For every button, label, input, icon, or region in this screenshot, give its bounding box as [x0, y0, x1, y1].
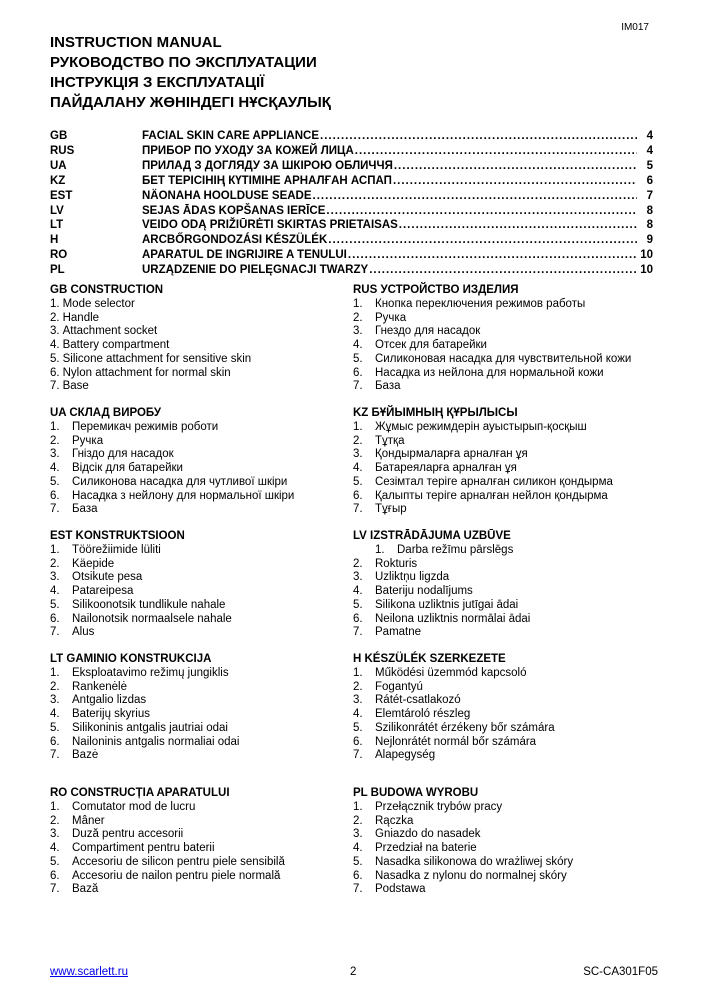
- item-number: 7.: [50, 883, 60, 896]
- list-item: [353, 503, 653, 517]
- item-number: 5.: [353, 721, 363, 734]
- section-heading: LT GAMINIO KONSTRUKCIJA: [50, 653, 212, 665]
- toc-row[interactable]: [50, 129, 653, 144]
- toc-leader-dots: [394, 159, 637, 174]
- item-text: Darba režīmu pārslēgs: [397, 544, 514, 556]
- toc-leader-dots: [348, 248, 637, 263]
- item-text: Patareipesa: [72, 585, 134, 598]
- list-item: [50, 681, 350, 695]
- list-item: [353, 448, 653, 462]
- item-number: 3.: [50, 828, 60, 841]
- toc-title: ARCBŐRGONDOZÁSI KÉSZÜLÉK: [142, 234, 328, 247]
- page-number: 2: [350, 966, 357, 978]
- item-number: 5.: [50, 598, 60, 611]
- list-item: [353, 312, 653, 326]
- section-h-construction: [353, 652, 653, 763]
- title-kz: ПАЙДАЛАНУ ЖӨНІНДЕГІ НҰСҚАУЛЫҚ: [50, 94, 331, 111]
- item-text: Attachment socket: [62, 325, 158, 338]
- item-text: Rankenėlė: [72, 680, 127, 693]
- item-text: Fogantyú: [375, 680, 423, 693]
- document-code: IM017: [621, 22, 649, 33]
- item-text: Nylon attachment for normal skin: [62, 366, 231, 379]
- item-number: 6.: [353, 366, 363, 379]
- item-text: Қондырмаларға арналған ұя: [375, 448, 528, 461]
- item-number: 5.: [353, 598, 363, 611]
- item-text: Alus: [72, 626, 95, 639]
- toc-leader-dots: [355, 144, 637, 159]
- list-item: [50, 558, 350, 572]
- item-text: Base: [62, 380, 89, 393]
- page-footer: [50, 966, 658, 982]
- list-item: [353, 828, 653, 842]
- toc-row[interactable]: [50, 144, 653, 159]
- toc-row[interactable]: [50, 174, 653, 189]
- item-text: Відсік для батарейки: [72, 462, 183, 475]
- toc-language-code: PL: [50, 264, 65, 277]
- section-rus-construction: [353, 283, 653, 394]
- item-number: 6.: [353, 735, 363, 748]
- item-text: Gniazdo do nasadek: [375, 828, 481, 841]
- list-item: [353, 476, 653, 490]
- toc-language-code: RUS: [50, 144, 75, 157]
- list-item: [50, 694, 350, 708]
- section-heading: EST KONSTRUKTSIOON: [50, 530, 185, 542]
- item-text: Насадка из нейлона для нормальной кожи: [375, 366, 604, 379]
- item-text: Pamatne: [375, 626, 422, 639]
- list-item: [353, 325, 653, 339]
- item-number: 3.: [50, 694, 60, 707]
- item-number: 1.: [375, 544, 385, 556]
- item-number: 5.: [50, 352, 60, 365]
- list-item: [353, 571, 653, 585]
- list-item: [50, 325, 350, 339]
- list-item: [50, 353, 350, 367]
- list-item: [353, 585, 653, 599]
- toc-page-number: 8: [646, 204, 653, 217]
- list-item: [50, 667, 350, 681]
- list-item: [50, 842, 350, 856]
- item-text: Silikoonotsik tundlikule nahale: [72, 598, 226, 611]
- toc-title: SEJAS ĀDAS KOPŠANAS IERĪCE: [142, 204, 326, 217]
- item-number: 6.: [353, 489, 363, 502]
- item-number: 2.: [50, 814, 60, 827]
- section-lt-construction: [50, 652, 350, 763]
- section-heading: LV IZSTRĀDĀJUMA UZBŪVE: [353, 530, 511, 542]
- toc-page-number: 5: [646, 159, 653, 172]
- list-item: [50, 870, 350, 884]
- item-number: 3.: [353, 828, 363, 841]
- model-number: SC-CA301F05: [583, 966, 658, 978]
- toc-leader-dots: [313, 189, 637, 204]
- item-text: Гніздо для насадок: [72, 448, 174, 461]
- list-item: [353, 815, 653, 829]
- item-text: Silikoninis antgalis jautriai odai: [72, 721, 228, 734]
- item-text: Силиконова насадка для чутливої шкіри: [72, 475, 288, 488]
- manual-titles: [50, 33, 650, 113]
- item-text: Силиконовая насадка для чувствительной кожи: [375, 352, 632, 365]
- list-item: [50, 448, 350, 462]
- section-heading: H KÉSZÜLÉK SZERKEZETE: [353, 653, 506, 665]
- item-text: Mode selector: [62, 298, 135, 310]
- item-number: 5.: [353, 352, 363, 365]
- item-text: Przedział na baterie: [375, 842, 477, 855]
- toc-row[interactable]: [50, 233, 653, 248]
- list-item: [353, 681, 653, 695]
- item-text: Перемикач режимів роботи: [72, 421, 219, 433]
- list-item: [353, 722, 653, 736]
- list-item: [353, 842, 653, 856]
- item-text: Nejlonrátét normál bőr számára: [375, 735, 537, 748]
- list-item: [353, 599, 653, 613]
- toc-title: APARATUL DE INGRIJIRE A TENULUI: [142, 249, 347, 262]
- toc-title: ПРИЛАД З ДОГЛЯДУ ЗА ШКІРОЮ ОБЛИЧЧЯ: [142, 159, 393, 172]
- item-text: Тұтқа: [375, 434, 405, 447]
- item-text: Podstawa: [375, 883, 426, 896]
- section-pl-construction: [353, 786, 653, 897]
- toc-title: VEIDO ODĄ PRIŽIŪRĖTI SKIRTAS PRIETAISAS: [142, 219, 398, 232]
- item-text: База: [72, 503, 98, 516]
- list-item: [50, 708, 350, 722]
- item-text: Ручка: [72, 434, 104, 447]
- item-number: 7.: [353, 626, 363, 639]
- list-item: [50, 339, 350, 353]
- item-text: Rokturis: [375, 557, 418, 570]
- item-text: Compartiment pentru baterii: [72, 842, 215, 855]
- item-text: Nasadka z nylonu do normalnej skóry: [375, 869, 567, 882]
- item-number: 1.: [50, 544, 60, 556]
- item-number: 2.: [50, 434, 60, 447]
- item-text: Neilona uzliktnis normālai ādai: [375, 612, 531, 625]
- item-text: Rátét-csatlakozó: [375, 694, 461, 707]
- item-number: 2.: [50, 557, 60, 570]
- toc-leader-dots: [320, 129, 637, 144]
- item-number: 3.: [353, 325, 363, 338]
- item-number: 4.: [50, 462, 60, 475]
- website-link[interactable]: www.scarlett.ru: [50, 966, 128, 978]
- list-item: [50, 544, 350, 558]
- item-text: Accesoriu de nailon pentru piele normală: [72, 869, 281, 882]
- toc-title: ПРИБОР ПО УХОДУ ЗА КОЖЕЙ ЛИЦА: [142, 144, 354, 157]
- title-ua: ІНСТРУКЦІЯ З ЕКСПЛУАТАЦІЇ: [50, 74, 265, 91]
- item-text: Duză pentru accesorii: [72, 828, 184, 841]
- item-number: 6.: [353, 612, 363, 625]
- list-item: [50, 367, 350, 381]
- item-number: 7.: [50, 503, 60, 516]
- item-text: Accesoriu de silicon pentru piele sensibilă: [72, 855, 285, 868]
- list-item: [50, 828, 350, 842]
- item-number: 5.: [50, 855, 60, 868]
- toc-language-code: LV: [50, 204, 64, 217]
- section-heading: UA СКЛАД ВИРОБУ: [50, 407, 162, 419]
- item-text: Отсек для батарейки: [375, 339, 487, 352]
- item-number: 2.: [353, 311, 363, 324]
- list-item: [353, 801, 653, 815]
- toc-language-code: RO: [50, 249, 68, 262]
- toc-page-number: 7: [646, 189, 653, 202]
- toc-row[interactable]: [50, 204, 653, 219]
- list-item: [50, 476, 350, 490]
- item-number: 4.: [50, 842, 60, 855]
- item-number: 4.: [353, 339, 363, 352]
- item-number: 7.: [353, 883, 363, 896]
- toc-language-code: UA: [50, 159, 67, 172]
- item-text: Батареяларға арналған ұя: [375, 462, 517, 475]
- list-item: [50, 462, 350, 476]
- item-text: Сезімтал теріге арналған силикон қондырма: [375, 475, 613, 488]
- list-item: [50, 571, 350, 585]
- list-item: [353, 626, 653, 640]
- list-item: [353, 883, 653, 897]
- list-item: [353, 708, 653, 722]
- item-number: 4.: [50, 585, 60, 598]
- toc-language-code: KZ: [50, 174, 66, 187]
- item-text: Тұғыр: [375, 503, 407, 516]
- item-number: 5.: [50, 721, 60, 734]
- item-number: 3.: [50, 571, 60, 584]
- item-text: Comutator mod de lucru: [72, 801, 196, 813]
- list-item: [50, 856, 350, 870]
- list-item: [50, 421, 350, 435]
- item-text: Battery compartment: [62, 339, 170, 352]
- list-item: [50, 749, 350, 763]
- toc-title: БЕТ ТЕРІСІНІҢ КҮТІМІНЕ АРНАЛҒАН АСПАП: [142, 174, 392, 187]
- list-item: [353, 736, 653, 750]
- list-item: [50, 626, 350, 640]
- toc-leader-dots: [399, 218, 637, 233]
- toc-title: FACIAL SKIN CARE APPLIANCE: [142, 130, 319, 142]
- list-item: [50, 815, 350, 829]
- item-text: Bază: [72, 883, 99, 896]
- item-text: Silikona uzliktnis jutīgai ādai: [375, 598, 519, 611]
- list-item: [353, 339, 653, 353]
- item-number: 3.: [50, 448, 60, 461]
- item-text: Przełącznik trybów pracy: [375, 801, 503, 813]
- item-text: Ручка: [375, 311, 407, 324]
- toc-leader-dots: [326, 204, 637, 219]
- item-number: 5.: [353, 855, 363, 868]
- toc-leader-dots: [328, 233, 637, 248]
- item-number: 4.: [50, 339, 60, 352]
- item-number: 2.: [353, 557, 363, 570]
- item-text: Handle: [62, 311, 100, 324]
- toc-page-number: 8: [646, 219, 653, 232]
- item-text: Otsikute pesa: [72, 571, 143, 584]
- title-ru: РУКОВОДСТВО ПО ЭКСПЛУАТАЦИИ: [50, 54, 317, 71]
- table-of-contents: [50, 129, 653, 278]
- toc-title: NÄONAHA HOOLDUSE SEADE: [142, 189, 312, 202]
- list-item: [353, 298, 653, 312]
- toc-language-code: EST: [50, 189, 73, 202]
- toc-row[interactable]: [50, 189, 653, 204]
- section-heading: GB CONSTRUCTION: [50, 284, 164, 296]
- item-number: 1.: [50, 667, 60, 679]
- toc-page-number: 9: [646, 234, 653, 247]
- list-item: [353, 462, 653, 476]
- list-item: [353, 856, 653, 870]
- list-item: [353, 558, 653, 572]
- item-text: Alapegység: [375, 749, 436, 762]
- section-ua-construction: [50, 406, 350, 517]
- list-item: [353, 667, 653, 681]
- section-heading: PL BUDOWA WYROBU: [353, 787, 479, 799]
- item-text: Кнопка переключения режимов работы: [375, 298, 586, 310]
- item-number: 1.: [50, 801, 60, 813]
- item-text: Szilikonrátét érzékeny bőr számára: [375, 721, 555, 734]
- list-item: [50, 599, 350, 613]
- item-number: 4.: [353, 462, 363, 475]
- toc-language-code: H: [50, 234, 59, 247]
- list-item: [353, 749, 653, 763]
- list-item: [50, 503, 350, 517]
- item-text: Töörežiimide lüliti: [72, 544, 161, 556]
- list-item: [50, 585, 350, 599]
- toc-row[interactable]: [50, 263, 653, 278]
- item-number: 1.: [353, 421, 363, 433]
- list-item: [50, 613, 350, 627]
- list-item: [353, 544, 653, 558]
- item-number: 6.: [50, 735, 60, 748]
- item-number: 3.: [50, 325, 60, 338]
- list-item: [50, 312, 350, 326]
- item-number: 2.: [50, 311, 60, 324]
- item-number: 4.: [353, 708, 363, 721]
- item-text: Гнездо для насадок: [375, 325, 481, 338]
- item-number: 4.: [353, 585, 363, 598]
- toc-page-number: 4: [646, 144, 653, 157]
- list-item: [50, 380, 350, 394]
- item-number: 2.: [353, 814, 363, 827]
- section-lv-construction: [353, 529, 653, 640]
- item-number: 2.: [50, 680, 60, 693]
- list-item: [353, 870, 653, 884]
- toc-page-number: 6: [646, 174, 653, 187]
- item-number: 3.: [353, 571, 363, 584]
- item-text: Bazė: [72, 749, 99, 762]
- item-text: Eksploatavimo režimų jungiklis: [72, 667, 229, 679]
- list-item: [353, 380, 653, 394]
- list-item: [50, 736, 350, 750]
- toc-leader-dots: [369, 263, 637, 278]
- title-en: INSTRUCTION MANUAL: [50, 34, 222, 51]
- item-text: Nailonotsik normaalsele nahale: [72, 612, 232, 625]
- item-number: 7.: [50, 380, 60, 393]
- item-text: База: [375, 380, 401, 393]
- item-number: 1.: [50, 421, 60, 433]
- list-item: [353, 613, 653, 627]
- toc-row[interactable]: [50, 159, 653, 174]
- item-number: 4.: [50, 708, 60, 721]
- item-number: 7.: [353, 380, 363, 393]
- section-est-construction: [50, 529, 350, 640]
- item-number: 2.: [353, 680, 363, 693]
- list-item: [353, 490, 653, 504]
- item-text: Rączka: [375, 814, 414, 827]
- item-text: Elemtároló részleg: [375, 708, 471, 721]
- item-number: 1.: [50, 298, 60, 310]
- toc-title: URZĄDZENIE DO PIELĘGNACJI TWARZY: [142, 264, 369, 277]
- item-number: 7.: [353, 749, 363, 762]
- item-text: Bateriju nodalījums: [375, 585, 473, 598]
- item-text: Käepide: [72, 557, 115, 570]
- toc-leader-dots: [393, 174, 637, 189]
- list-item: [50, 298, 350, 312]
- item-number: 5.: [50, 475, 60, 488]
- item-number: 3.: [353, 448, 363, 461]
- toc-row[interactable]: [50, 248, 653, 263]
- list-item: [353, 421, 653, 435]
- list-item: [50, 490, 350, 504]
- item-number: 1.: [353, 667, 363, 679]
- toc-page-number: 10: [640, 264, 653, 277]
- item-number: 5.: [353, 475, 363, 488]
- list-item: [50, 435, 350, 449]
- item-number: 4.: [353, 842, 363, 855]
- item-number: 6.: [50, 489, 60, 502]
- item-number: 3.: [353, 694, 363, 707]
- item-text: Mâner: [72, 814, 105, 827]
- toc-language-code: LT: [50, 219, 64, 232]
- list-item: [353, 367, 653, 381]
- section-heading: RO CONSTRUCȚIA APARATULUI: [50, 787, 230, 799]
- item-number: 7.: [50, 626, 60, 639]
- list-item: [353, 694, 653, 708]
- item-number: 6.: [50, 869, 60, 882]
- item-number: 1.: [353, 298, 363, 310]
- section-ro-construction: [50, 786, 350, 897]
- list-item: [353, 353, 653, 367]
- section-gb-construction: [50, 283, 350, 394]
- item-number: 6.: [353, 869, 363, 882]
- item-text: Uzliktņu ligzda: [375, 571, 450, 584]
- section-kz-construction: [353, 406, 653, 517]
- toc-page-number: 4: [646, 130, 653, 142]
- item-number: 6.: [50, 366, 60, 379]
- list-item: [50, 722, 350, 736]
- item-text: Жұмыс режимдерін ауыстырып-қосқыш: [375, 421, 587, 433]
- item-text: Silicone attachment for sensitive skin: [62, 352, 252, 365]
- toc-language-code: GB: [50, 130, 68, 142]
- item-text: Működési üzemmód kapcsoló: [375, 667, 527, 679]
- item-text: Қалыпты теріге арналған нейлон қондырма: [375, 489, 608, 502]
- item-text: Baterijų skyrius: [72, 708, 150, 721]
- item-text: Antgalio lizdas: [72, 694, 147, 707]
- item-text: Nailoninis antgalis normaliai odai: [72, 735, 240, 748]
- item-number: 1.: [353, 801, 363, 813]
- item-number: 2.: [353, 434, 363, 447]
- item-text: Насадка з нейлону для нормальної шкіри: [72, 489, 295, 502]
- section-heading: RUS УСТРОЙСТВО ИЗДЕЛИЯ: [353, 284, 519, 296]
- list-item: [50, 801, 350, 815]
- section-heading: KZ БҰЙЫМНЫҢ ҚҰРЫЛЫСЫ: [353, 407, 518, 419]
- item-number: 6.: [50, 612, 60, 625]
- list-item: [50, 883, 350, 897]
- toc-page-number: 10: [640, 249, 653, 262]
- item-number: 7.: [353, 503, 363, 516]
- item-text: Nasadka silikonowa do wrażliwej skóry: [375, 855, 574, 868]
- item-number: 7.: [50, 749, 60, 762]
- toc-row[interactable]: [50, 218, 653, 233]
- list-item: [353, 435, 653, 449]
